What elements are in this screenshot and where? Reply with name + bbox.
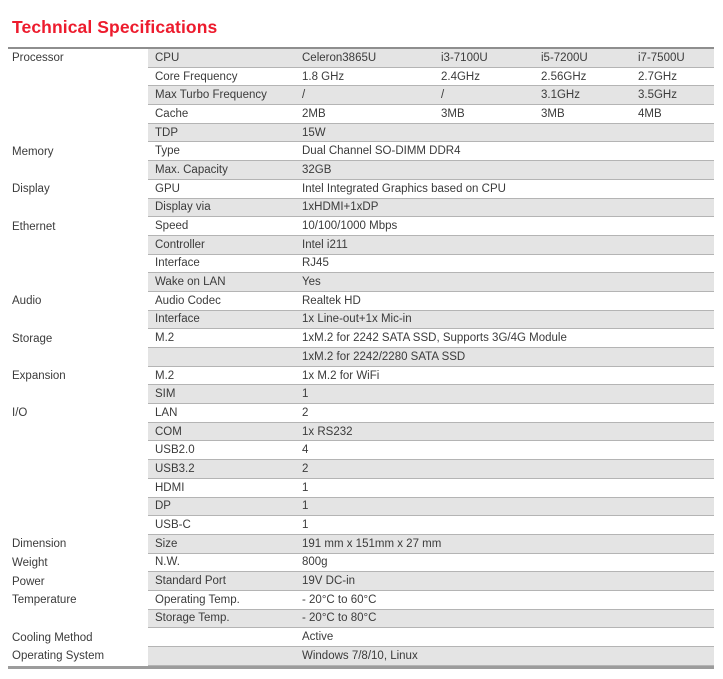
category-label — [8, 68, 148, 87]
value-cells — [302, 650, 714, 662]
category-label: Power — [8, 572, 148, 591]
spec-cells — [148, 479, 714, 498]
attribute-label: M.2 — [155, 332, 175, 345]
value-cell: 800g — [302, 556, 328, 569]
value-cell: 3MB — [441, 107, 465, 120]
spec-cells — [148, 180, 714, 199]
table-row — [8, 105, 714, 124]
attribute-label: SIM — [155, 388, 176, 401]
category-label: Dimension — [8, 535, 148, 554]
value-cell: 1xHDMI+1xDP — [302, 201, 379, 214]
category-label — [8, 479, 148, 498]
spec-cells — [148, 498, 714, 517]
spec-cells — [148, 311, 714, 330]
value-cell: 1 — [302, 500, 309, 513]
spec-cells — [148, 105, 714, 124]
attribute-label: Size — [155, 537, 178, 550]
category-label: Expansion — [8, 367, 148, 386]
table-row — [8, 49, 714, 68]
value-cell: i3-7100U — [441, 51, 488, 64]
value-cell: 2.4GHz — [441, 70, 480, 83]
value-cell: 2.7GHz — [638, 70, 677, 83]
table-row — [8, 610, 714, 629]
value-cells — [302, 370, 714, 382]
value-cell: / — [302, 89, 306, 102]
value-cell: Realtek HD — [302, 294, 361, 307]
value-cells — [302, 407, 714, 419]
category-label — [8, 273, 148, 292]
spec-cells — [148, 68, 714, 87]
value-cell: Celeron3865U — [302, 51, 377, 64]
category-label — [8, 255, 148, 274]
table-row — [8, 516, 714, 535]
spec-cells — [148, 535, 714, 554]
category-label — [8, 385, 148, 404]
attribute-label: HDMI — [155, 481, 185, 494]
value-cells — [302, 444, 714, 456]
value-cells — [302, 164, 714, 176]
category-label: Cooling Method — [8, 628, 148, 647]
attribute-label: Standard Port — [155, 575, 226, 588]
attribute-label: Cache — [155, 107, 189, 120]
category-label: Weight — [8, 554, 148, 573]
table-row — [8, 647, 714, 666]
category-label — [8, 441, 148, 460]
value-cell: 1x RS232 — [302, 425, 353, 438]
value-cell: 15W — [302, 126, 326, 139]
value-cell: Windows 7/8/10, Linux — [302, 649, 418, 662]
category-label: Temperature — [8, 591, 148, 610]
attribute-label: Max. Capacity — [155, 163, 228, 176]
value-cells — [302, 594, 714, 606]
attribute-label: Core Frequency — [155, 70, 238, 83]
attribute-label: USB3.2 — [155, 462, 195, 475]
attribute-label: Storage Temp. — [155, 612, 230, 625]
value-cell: RJ45 — [302, 257, 329, 270]
attribute-label: Type — [155, 145, 180, 158]
value-cell: 1x Line-out+1x Mic-in — [302, 313, 412, 326]
value-cells — [302, 556, 714, 568]
spec-cells — [148, 385, 714, 404]
category-label — [8, 236, 148, 255]
table-row — [8, 572, 714, 591]
category-label — [8, 423, 148, 442]
attribute-label: GPU — [155, 182, 180, 195]
spec-cells — [148, 610, 714, 629]
category-label: Memory — [8, 142, 148, 161]
value-cells — [302, 201, 714, 213]
category-label: Ethernet — [8, 217, 148, 236]
category-label — [8, 86, 148, 105]
spec-cells — [148, 423, 714, 442]
page-title: Technical Specifications — [12, 16, 218, 37]
value-cells — [302, 332, 714, 344]
table-row — [8, 180, 714, 199]
category-label: Storage — [8, 329, 148, 348]
table-row — [8, 142, 714, 161]
spec-cells — [148, 49, 714, 68]
category-label: I/O — [8, 404, 148, 423]
attribute-label: Controller — [155, 238, 205, 251]
table-row — [8, 404, 714, 423]
value-cells — [302, 313, 714, 325]
category-label — [8, 498, 148, 517]
table-row — [8, 86, 714, 105]
attribute-label: USB-C — [155, 519, 191, 532]
spec-cells — [148, 86, 714, 105]
value-cell: 3.5GHz — [638, 89, 677, 102]
value-cells — [302, 538, 714, 550]
attribute-label: Display via — [155, 201, 211, 214]
value-cell: 2.56GHz — [541, 70, 587, 83]
category-label — [8, 516, 148, 535]
category-label: Display — [8, 180, 148, 199]
table-row — [8, 385, 714, 404]
spec-cells — [148, 404, 714, 423]
table-row — [8, 217, 714, 236]
attribute-label: USB2.0 — [155, 444, 195, 457]
table-row — [8, 255, 714, 274]
value-cells — [302, 500, 714, 512]
attribute-label: Max Turbo Frequency — [155, 89, 267, 102]
spec-cells — [148, 591, 714, 610]
value-cell: 19V DC-in — [302, 575, 356, 588]
value-cell: 2MB — [302, 107, 326, 120]
table-row — [8, 161, 714, 180]
value-cell: Intel i211 — [302, 238, 348, 251]
table-row — [8, 292, 714, 311]
value-cell: Dual Channel SO-DIMM DDR4 — [302, 145, 461, 158]
spec-cells — [148, 460, 714, 479]
table-row — [8, 236, 714, 255]
spec-cells — [148, 554, 714, 573]
attribute-label: COM — [155, 425, 182, 438]
table-row — [8, 441, 714, 460]
attribute-label: LAN — [155, 406, 178, 419]
attribute-label: Interface — [155, 257, 200, 270]
spec-cells — [148, 236, 714, 255]
value-cells — [302, 257, 714, 269]
value-cells — [302, 612, 714, 624]
spec-cells — [148, 647, 714, 666]
value-cell: 1 — [302, 481, 309, 494]
category-label — [8, 348, 148, 367]
value-cell: 1xM.2 for 2242 SATA SSD, Supports 3G/4G Module — [302, 332, 567, 345]
table-row — [8, 535, 714, 554]
value-cell: / — [441, 89, 445, 102]
attribute-label: Wake on LAN — [155, 276, 226, 289]
table-row — [8, 273, 714, 292]
category-label — [8, 199, 148, 218]
attribute-label: Interface — [155, 313, 200, 326]
spec-cells — [148, 628, 714, 647]
table-row — [8, 628, 714, 647]
category-label: Processor — [8, 49, 148, 68]
attribute-label: Speed — [155, 220, 189, 233]
spec-cells — [148, 124, 714, 143]
table-row — [8, 479, 714, 498]
table-row — [8, 311, 714, 330]
table-row — [8, 460, 714, 479]
category-label — [8, 610, 148, 629]
category-label — [8, 124, 148, 143]
category-label — [8, 460, 148, 479]
value-cells — [302, 71, 714, 83]
value-cell: 4MB — [638, 107, 662, 120]
spec-cells — [148, 348, 714, 367]
value-cells — [302, 519, 714, 531]
value-cell: 2 — [302, 462, 309, 475]
spec-cells — [148, 161, 714, 180]
value-cells — [302, 108, 714, 120]
value-cell: Active — [302, 631, 334, 644]
value-cell: i7-7500U — [638, 51, 685, 64]
value-cells — [302, 220, 714, 232]
table-row — [8, 199, 714, 218]
category-label — [8, 311, 148, 330]
spec-cells — [148, 572, 714, 591]
value-cell: 191 mm x 151mm x 27 mm — [302, 537, 442, 550]
category-label — [8, 161, 148, 180]
value-cell: 1xM.2 for 2242/2280 SATA SSD — [302, 350, 466, 363]
value-cell: 1.8 GHz — [302, 70, 345, 83]
value-cells — [302, 295, 714, 307]
spec-cells — [148, 329, 714, 348]
value-cells — [302, 89, 714, 101]
spec-table — [8, 47, 714, 669]
value-cell: 4 — [302, 444, 309, 457]
category-label: Operating System — [8, 647, 148, 666]
table-row — [8, 423, 714, 442]
value-cell: i5-7200U — [541, 51, 588, 64]
value-cell: 1 — [302, 388, 309, 401]
value-cells — [302, 127, 714, 139]
value-cells — [302, 575, 714, 587]
value-cells — [302, 52, 714, 64]
value-cell: Intel Integrated Graphics based on CPU — [302, 182, 506, 195]
spec-cells — [148, 199, 714, 218]
value-cell: Yes — [302, 276, 321, 289]
spec-cells — [148, 217, 714, 236]
table-row — [8, 124, 714, 143]
value-cell: 32GB — [302, 163, 332, 176]
value-cell: 3MB — [541, 107, 565, 120]
attribute-label: CPU — [155, 51, 180, 64]
value-cell: 10/100/1000 Mbps — [302, 220, 398, 233]
attribute-label: TDP — [155, 126, 178, 139]
value-cells — [302, 631, 714, 643]
spec-cells — [148, 292, 714, 311]
value-cells — [302, 183, 714, 195]
spec-cells — [148, 367, 714, 386]
table-row — [8, 329, 714, 348]
value-cells — [302, 276, 714, 288]
table-row — [8, 348, 714, 367]
value-cells — [302, 388, 714, 400]
attribute-label: N.W. — [155, 556, 180, 569]
table-row — [8, 498, 714, 517]
value-cells — [302, 426, 714, 438]
value-cells — [302, 351, 714, 363]
value-cells — [302, 145, 714, 157]
value-cell: 3.1GHz — [541, 89, 580, 102]
attribute-label: DP — [155, 500, 171, 513]
category-label: Audio — [8, 292, 148, 311]
attribute-label: M.2 — [155, 369, 175, 382]
spec-cells — [148, 273, 714, 292]
table-row — [8, 367, 714, 386]
spec-cells — [148, 441, 714, 460]
value-cell: 1x M.2 for WiFi — [302, 369, 380, 382]
value-cells — [302, 239, 714, 251]
attribute-label: Audio Codec — [155, 294, 221, 307]
attribute-label: Operating Temp. — [155, 593, 240, 606]
table-row — [8, 554, 714, 573]
spec-cells — [148, 516, 714, 535]
value-cell: - 20°C to 80°C — [302, 612, 377, 625]
value-cells — [302, 482, 714, 494]
spec-cells — [148, 255, 714, 274]
category-label — [8, 105, 148, 124]
value-cells — [302, 463, 714, 475]
table-row — [8, 591, 714, 610]
value-cell: - 20°C to 60°C — [302, 593, 377, 606]
value-cell: 1 — [302, 519, 309, 532]
table-row — [8, 68, 714, 87]
spec-cells — [148, 142, 714, 161]
value-cell: 2 — [302, 406, 309, 419]
